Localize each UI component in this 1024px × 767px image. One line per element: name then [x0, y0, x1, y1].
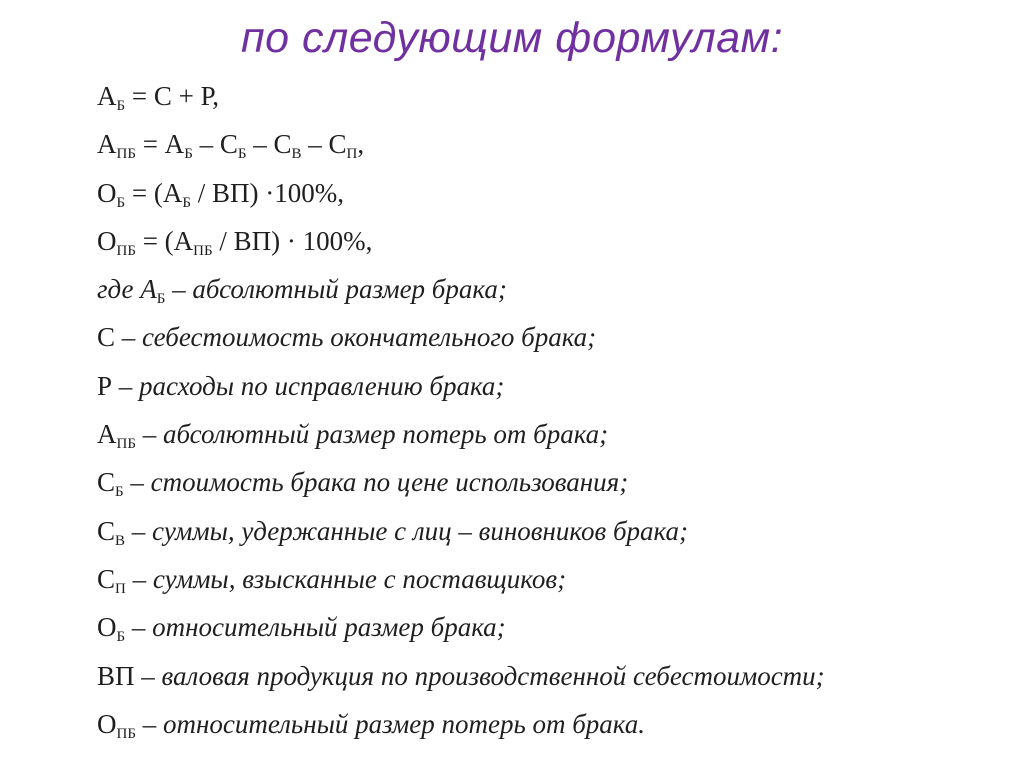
symbol: А: [97, 81, 117, 111]
definition-text: – относительный размер брака;: [125, 612, 506, 643]
definition-text: – стоимость брака по цене использования;: [123, 467, 629, 498]
subscript: ПБ: [193, 242, 213, 259]
subscript: ПБ: [116, 242, 136, 259]
definition-symbol: где А: [97, 274, 157, 305]
definition-text: – суммы, взысканные с поставщиков;: [125, 563, 567, 594]
subscript: Б: [115, 484, 124, 501]
definition-symbol: С: [97, 515, 116, 546]
subscript: П: [115, 580, 126, 597]
symbol: А: [97, 129, 117, 160]
definition-symbol: С: [97, 322, 116, 353]
definition-item: [97, 659, 997, 707]
formula-text: = С + Р,: [125, 81, 219, 111]
subscript: Б: [116, 629, 126, 646]
symbol: О: [97, 225, 117, 256]
definition-text: – абсолютный размер брака;: [165, 274, 507, 305]
formula-text: – С: [246, 129, 292, 160]
formula-absolute-defect: [97, 79, 997, 127]
subscript: Б: [156, 291, 166, 308]
formula-absolute-loss: [97, 127, 997, 175]
subscript: Б: [237, 146, 247, 163]
definition-text: – абсолютный размер потерь от брака;: [135, 419, 609, 450]
subscript: Б: [116, 98, 126, 114]
subscript: Б: [116, 194, 126, 211]
definition-item: [97, 514, 997, 562]
definition-symbol: О: [97, 612, 117, 643]
definition-item: [97, 272, 997, 320]
definition-symbol: Р: [97, 370, 113, 401]
definition-symbol: ВП: [97, 660, 135, 691]
definition-item: [97, 610, 997, 658]
definition-item: [97, 562, 997, 610]
formula-text: – С: [192, 129, 238, 160]
definition-text: – суммы, удержанные с лиц – виновников брака;: [125, 515, 688, 546]
formula-block: [97, 79, 997, 755]
subscript: ПБ: [116, 725, 136, 742]
definition-item: [97, 707, 997, 755]
definition-item: [97, 417, 997, 465]
symbol: О: [97, 177, 117, 208]
subscript: В: [291, 146, 302, 163]
formula-text: / ВП) · 100%,: [212, 225, 373, 256]
formula-text: / ВП) ·100%,: [190, 177, 344, 208]
definition-item: [97, 320, 997, 368]
subscript: ПБ: [116, 146, 136, 163]
definition-item: [97, 465, 997, 513]
definition-symbol: С: [97, 467, 116, 498]
formula-text: – С: [301, 129, 347, 160]
definition-symbol: С: [97, 563, 116, 594]
definition-item: [97, 369, 997, 417]
definition-text: – относительный размер потерь от брака.: [135, 708, 646, 739]
formula-text: = (А: [125, 177, 183, 208]
formula-text: = (А: [135, 225, 194, 256]
subscript: Б: [184, 146, 193, 163]
formula-relative-loss: [97, 224, 997, 272]
formula-relative-defect: [97, 176, 997, 224]
definition-text: – валовая продукция по производственной себестоимости;: [134, 660, 825, 691]
definition-symbol: О: [97, 708, 117, 739]
subscript: Б: [182, 194, 191, 211]
definition-text: – расходы по исправлению брака;: [112, 370, 505, 401]
subscript: В: [115, 532, 126, 549]
subscript: П: [346, 146, 358, 163]
definition-symbol: А: [97, 419, 117, 450]
slide-title: по следующим формулам:: [240, 14, 784, 62]
definition-text: – себестоимость окончательного брака;: [115, 322, 597, 353]
formula-text: ,: [357, 129, 365, 160]
formula-text: = А: [135, 129, 185, 160]
subscript: ПБ: [116, 436, 136, 453]
